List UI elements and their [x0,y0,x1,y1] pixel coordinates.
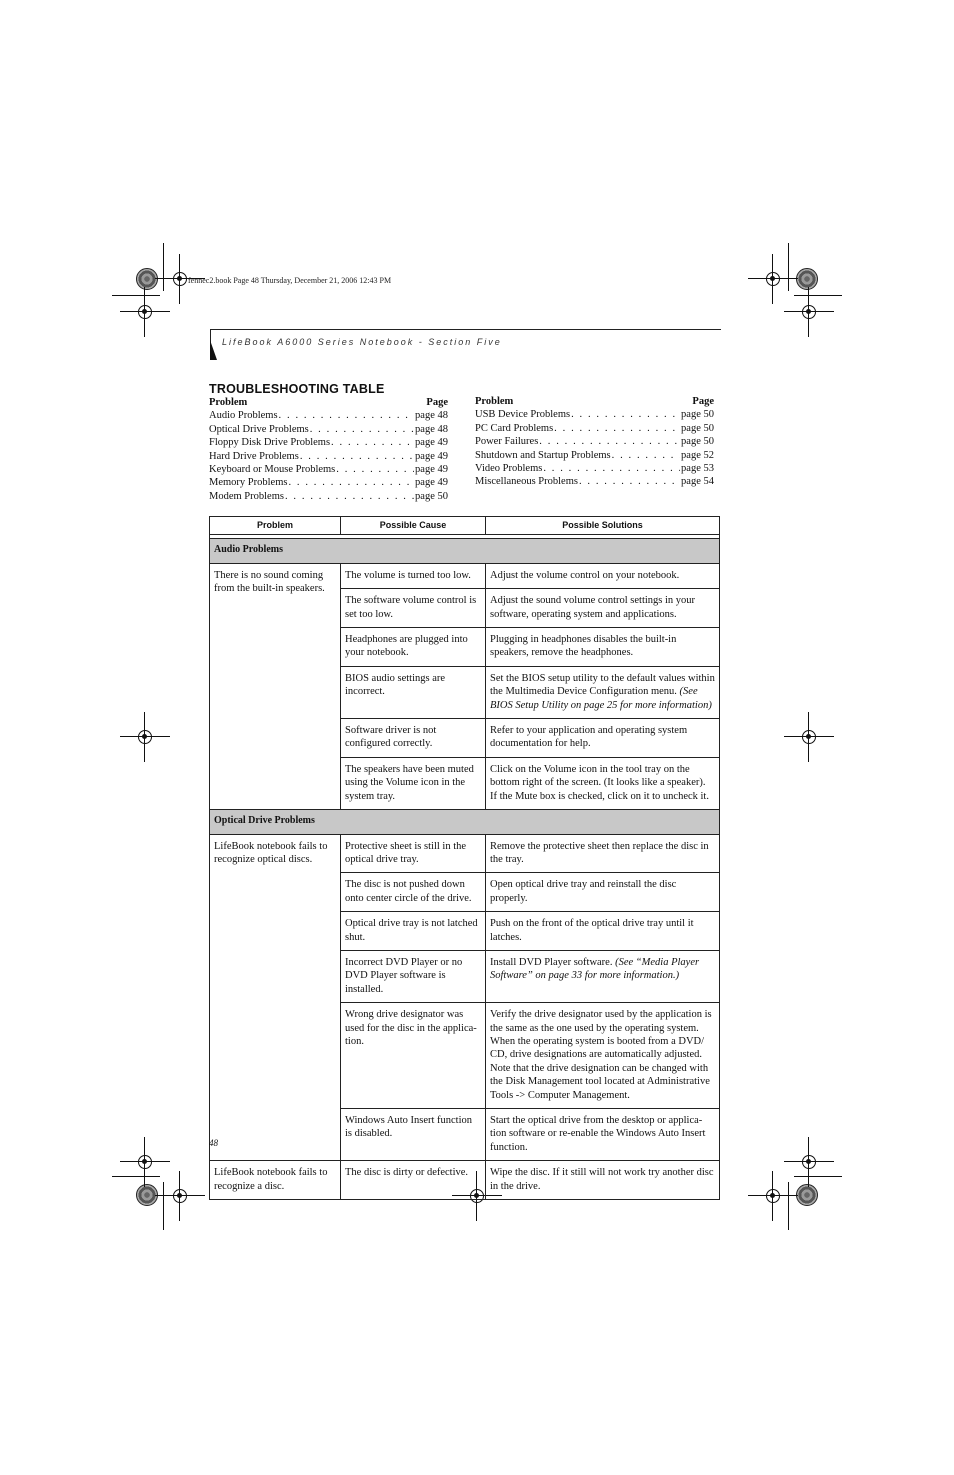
registration-mark-icon [136,1153,154,1171]
cause-cell: The software volume control is set too low. [341,589,486,628]
toc-entry-label: Modem Problems [209,490,284,502]
toc-entry[interactable] [475,449,714,462]
toc-entry[interactable] [475,408,714,421]
toc-header [475,395,714,408]
solution-cell: Verify the drive designator used by the application is the same as the one used by the operating system. When the operating system is booted from a DVD/ CD, drive designations are automatically adjusted. Note that the drive designation can be changed with the Disk Management tool located at Administrative Tools -> Computer Management. [486,1003,720,1109]
registration-mark-icon [171,1187,189,1205]
solution-cell: Open optical drive tray and reinstall the disc properly. [486,873,720,912]
cause-cell: Protective sheet is still in the optical drive tray. [341,834,486,873]
section-title-optical: Optical Drive Problems [210,810,720,834]
toc-entry-page: page 49 [415,477,448,489]
toc-entry-page: page 49 [415,464,448,476]
registration-disc-icon [136,268,158,290]
toc-entry-label: Video Problems [475,463,543,475]
toc-entry-page: page 50 [681,409,714,421]
solution-text: Install DVD Player software. [490,956,616,968]
toc-entry-page: page 50 [681,422,714,434]
cause-cell: Incorrect DVD Player or no DVD Player software is installed. [341,950,486,1002]
solution-cell [486,950,720,1002]
toc-entry-label: Keyboard or Mouse Problems [209,464,336,476]
toc-entry-label: Optical Drive Problems [209,423,309,435]
registration-mark-icon [136,728,154,746]
toc-header-problem: Problem [475,396,514,407]
toc-entry[interactable] [209,476,448,489]
table-row [210,1161,720,1200]
problem-cell: LifeBook notebook fails to recognize a disc. [210,1161,341,1200]
toc-entry-label: Audio Problems [209,410,278,422]
toc-entry-label: Hard Drive Problems [209,450,299,462]
registration-mark-icon [764,270,782,288]
solution-cell: Remove the protective sheet then replace the disc in the tray. [486,834,720,873]
header-wedge-icon [210,340,217,360]
cause-cell: Windows Auto Insert function is disabled. [341,1109,486,1161]
registration-mark-icon [800,728,818,746]
toc-entry-page: page 50 [415,490,448,502]
cause-cell: Wrong drive designator was used for the disc in the applica-tion. [341,1003,486,1109]
toc-entry-page: page 48 [415,410,448,422]
crop-mark [112,295,160,296]
solution-cell: Wipe the disc. If it still will not work try another disc in the drive. [486,1161,720,1200]
problem-cell: There is no sound coming from the built-in speakers. [210,563,341,809]
toc-entry-label: PC Card Problems [475,422,554,434]
solution-cell: Adjust the volume control on your notebook. [486,563,720,588]
section-row-audio [210,539,720,563]
table-row [210,563,720,588]
toc-header-page: Page [426,397,448,408]
solution-cell: Start the optical drive from the desktop or applica-tion software or re-enable the Windows Auto Insert function. [486,1109,720,1161]
page-number: 48 [209,1138,218,1148]
toc-right [475,395,714,489]
solution-cell: Click on the Volume icon in the tool tray on the bottom right of the screen. (It looks like a speaker). If the Mute box is checked, click on it to uncheck it. [486,757,720,809]
table-header-row [210,517,720,535]
solution-cell: Plugging in headphones disables the built-in speakers, remove the headphones. [486,628,720,667]
running-head: LifeBook A6000 Series Notebook - Section Five [222,337,502,347]
table-row [210,834,720,873]
toc-entry-page: page 48 [415,423,448,435]
section-title-audio: Audio Problems [210,539,720,563]
toc-entry-label: USB Device Problems [475,409,571,421]
registration-mark-icon [171,270,189,288]
problem-cell: LifeBook notebook fails to recognize optical discs. [210,834,341,1161]
crop-mark [794,295,842,296]
toc-entry[interactable] [209,409,448,422]
column-header-problem: Problem [210,517,341,535]
solution-cell: Adjust the sound volume control settings in your software, operating system and applications. [486,589,720,628]
toc-entry-label: Floppy Disk Drive Problems [209,437,331,449]
print-slug: fennec2.book Page 48 Thursday, December 21, 2006 12:43 PM [188,276,392,285]
toc-entry-page: page 49 [415,450,448,462]
toc-entry[interactable] [209,423,448,436]
header-rule [210,329,721,330]
toc-entry[interactable] [475,462,714,475]
crop-mark [788,243,789,291]
section-row-optical [210,810,720,834]
column-header-solutions: Possible Solutions [486,517,720,535]
crop-mark [112,1176,160,1177]
solution-reference: (See “Media Player Software” on page 33 for more information.) [490,956,700,982]
troubleshooting-table [209,516,720,1200]
registration-mark-icon [764,1187,782,1205]
crop-mark [163,243,164,291]
toc-entry[interactable] [209,450,448,463]
section-title: TROUBLESHOOTING TABLE [209,382,385,396]
toc-entry[interactable] [209,436,448,449]
crop-mark [788,1182,789,1230]
solution-cell [486,666,720,718]
toc-entry[interactable] [475,475,714,488]
cause-cell: The disc is not pushed down onto center circle of the drive. [341,873,486,912]
registration-disc-icon [796,1184,818,1206]
cause-cell: Headphones are plugged into your notebook. [341,628,486,667]
cause-cell: Optical drive tray is not latched shut. [341,912,486,951]
toc-entry-page: page 50 [681,436,714,448]
toc-header-page: Page [692,396,714,407]
toc-entry-page: page 53 [681,463,714,475]
toc-entry-page: page 52 [681,449,714,461]
registration-mark-icon [136,303,154,321]
column-header-cause: Possible Cause [341,517,486,535]
solution-cell: Refer to your application and operating system documentation for help. [486,719,720,758]
toc-entry-page: page 54 [681,476,714,488]
toc-entry-label: Memory Problems [209,477,288,489]
toc-entry-label: Miscellaneous Problems [475,476,578,488]
cause-cell: BIOS audio settings are incorrect. [341,666,486,718]
solution-cell: Push on the front of the optical drive tray until it latches. [486,912,720,951]
toc-entry-page: page 49 [415,437,448,449]
toc-entry-label: Power Failures [475,436,539,448]
toc-entry[interactable] [475,435,714,448]
toc-header-problem: Problem [209,397,248,408]
crop-mark [794,1176,842,1177]
toc-entry-label: Shutdown and Startup Problems [475,449,611,461]
cause-cell: Software driver is not configured correctly. [341,719,486,758]
registration-mark-icon [800,303,818,321]
toc-header [209,396,448,409]
solution-text: Set the BIOS setup utility to the default values within the Multimedia Device Configuration menu. [490,672,715,698]
cause-cell: The speakers have been muted using the Volume icon in the system tray. [341,757,486,809]
registration-mark-icon [800,1153,818,1171]
toc-entry[interactable] [475,422,714,435]
cause-cell: The disc is dirty or defective. [341,1161,486,1200]
toc-entry[interactable] [209,463,448,476]
cause-cell: The volume is turned too low. [341,563,486,588]
toc-entry[interactable] [209,490,448,503]
toc-left [209,396,448,503]
registration-disc-icon [796,268,818,290]
solution-reference: (See BIOS Setup Utility on page 25 for more information) [490,686,712,711]
crop-mark [163,1182,164,1230]
